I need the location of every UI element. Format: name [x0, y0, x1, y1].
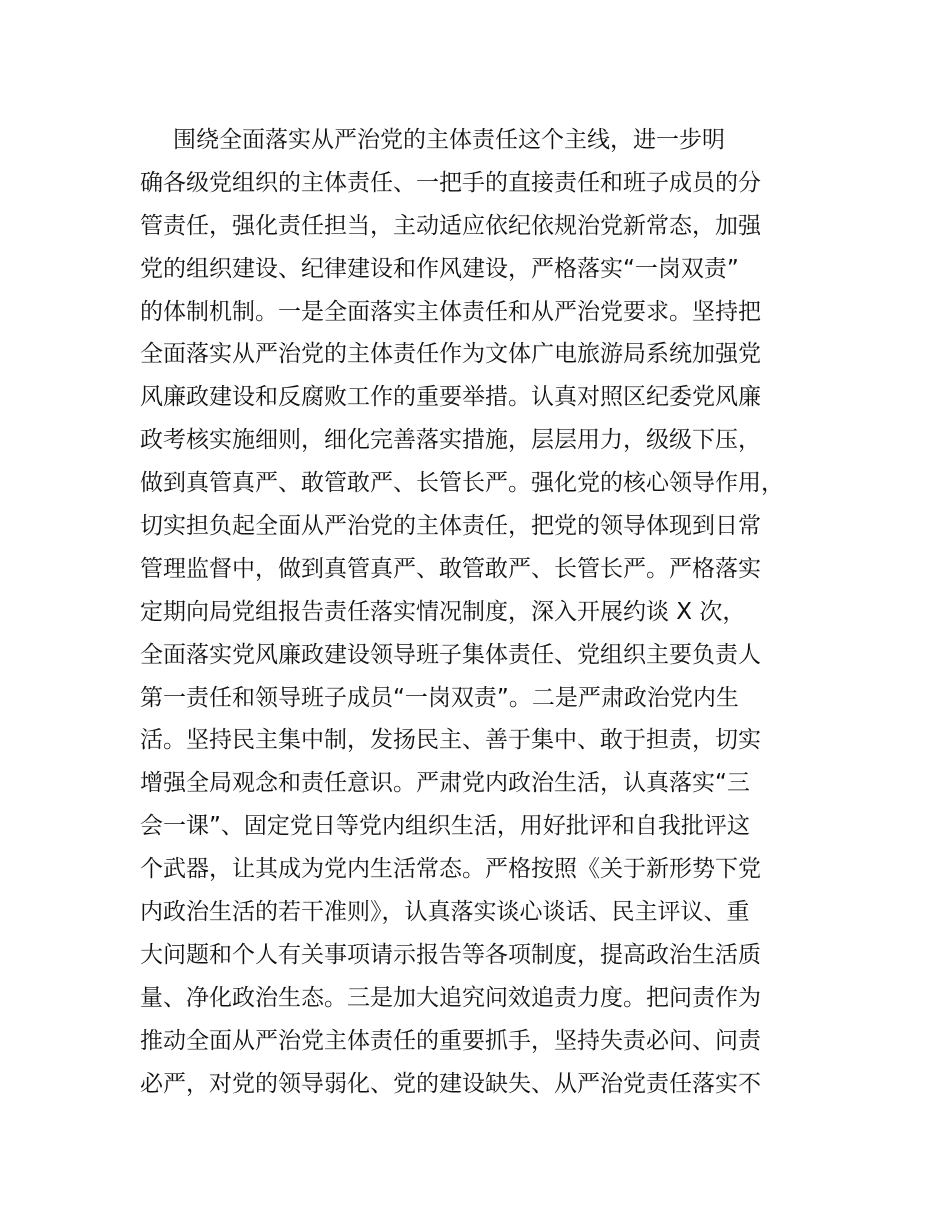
text-line: 政考核实施细则，细化完善落实措施，层层用力，级级下压， — [140, 427, 761, 454]
text-line: 增强全局观念和责任意识。严肃党内政治生活，认真落实“三 — [140, 770, 750, 797]
text-line: 定期向局党组报告责任落实情况制度，深入开展约谈 X 次， — [140, 598, 746, 625]
text-line: 风廉政建设和反腐败工作的重要举措。认真对照区纪委党风廉 — [140, 384, 761, 411]
text-line: 会一课”、固定党日等党内组织生活，用好批评和自我批评这 — [140, 813, 750, 840]
text-line: 做到真管真严、敢管敢严、长管长严。强化党的核心领导作用， — [140, 470, 784, 497]
text-line: 管理监督中，做到真管真严、敢管敢严、长管长严。严格落实 — [140, 555, 761, 582]
text-line: 活。坚持民主集中制，发扬民主、善于集中、敢于担责，切实 — [140, 727, 761, 754]
text-line: 第一责任和领导班子成员“一岗双责”。二是严肃政治党内生 — [140, 684, 739, 711]
body-paragraph — [140, 119, 840, 1105]
text-line: 推动全面从严治党主体责任的重要抓手，坚持失责必问、问责 — [140, 1027, 761, 1054]
text-line: 个武器，让其成为党内生活常态。严格按照《关于新形势下党 — [140, 856, 761, 883]
text-line: 大问题和个人有关事项请示报告等各项制度，提高政治生活质 — [140, 941, 761, 968]
text-line: 量、净化政治生态。三是加大追究问效追责力度。把问责作为 — [140, 984, 761, 1011]
text-line: 全面落实党风廉政建设领导班子集体责任、党组织主要负责人 — [140, 641, 761, 668]
text-line: 确各级党组织的主体责任、一把手的直接责任和班子成员的分 — [140, 169, 761, 196]
text-line: 切实担负起全面从严治党的主体责任，把党的领导体现到日常 — [140, 513, 761, 540]
text-line: 围绕全面落实从严治党的主体责任这个主线，进一步明 — [173, 127, 725, 153]
text-line: 的体制机制。一是全面落实主体责任和从严治党要求。坚持把 — [140, 298, 761, 325]
text-line: 管责任，强化责任担当，主动适应依纪依规治党新常态，加强 — [140, 212, 761, 239]
text-line: 内政治生活的若干准则》，认真落实谈心谈话、民主评议、重 — [140, 899, 750, 926]
text-line: 党的组织建设、纪律建设和作风建设，严格落实“一岗双责” — [140, 255, 739, 282]
text-line: 必严，对党的领导弱化、党的建设缺失、从严治党责任落实不 — [140, 1070, 761, 1097]
text-line: 全面落实从严治党的主体责任作为文体广电旅游局系统加强党 — [140, 341, 761, 368]
